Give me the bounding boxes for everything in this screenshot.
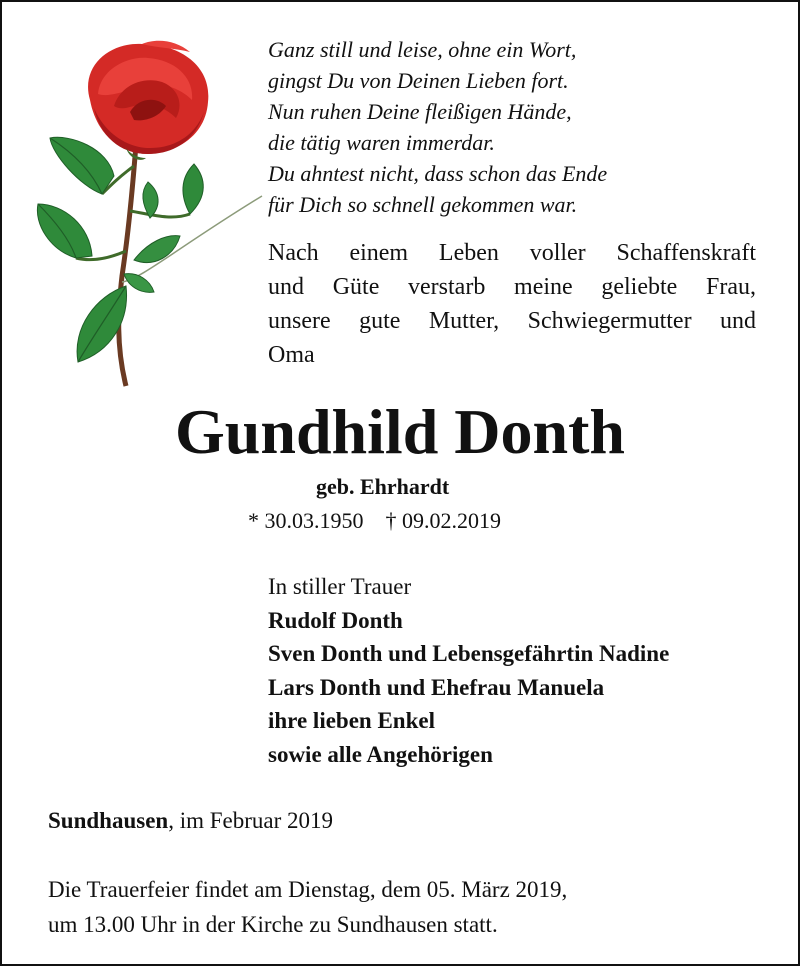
red-rose-icon — [30, 36, 270, 388]
poem-line: Nun ruhen Deine fleißigen Hände, — [268, 99, 572, 124]
intro-line: und Güte verstarb meine geliebte Frau, — [268, 274, 756, 300]
death-date: † 09.02.2019 — [385, 508, 501, 533]
poem-line: für Dich so schnell gekommen war. — [268, 192, 578, 217]
intro-text — [268, 236, 756, 372]
birth-date: * 30.03.1950 — [248, 508, 364, 533]
place-date: , im Februar 2019 — [168, 808, 334, 833]
deceased-name: Gundhild Donth — [174, 396, 626, 467]
life-dates — [248, 505, 501, 537]
mourners-heading: In stiller Trauer — [268, 574, 412, 599]
mourner-name: Sven Donth und Lebensgefährtin Nadine — [268, 641, 670, 666]
funeral-service-info — [48, 872, 567, 942]
poem-line: Du ahntest nicht, dass schon das Ende — [268, 161, 608, 186]
service-line: um 13.00 Uhr in der Kirche zu Sundhausen statt. — [48, 912, 498, 937]
place-and-date — [48, 805, 333, 837]
poem-verse — [268, 34, 768, 220]
place-town: Sundhausen — [48, 808, 169, 833]
mourner-name: sowie alle Angehörigen — [268, 741, 493, 767]
intro-line: Nach einem Leben voller Schaffenskraft — [268, 240, 756, 266]
poem-line: die tätig waren immerdar. — [268, 130, 495, 155]
maiden-name: geb. Ehrhardt — [316, 474, 450, 499]
mourners-list — [268, 570, 788, 771]
mourner-name: ihre lieben Enkel — [268, 708, 435, 733]
service-line: Die Trauerfeier findet am Dienstag, dem 05. März 2019, — [48, 877, 568, 902]
poem-line: gingst Du von Deinen Lieben fort. — [268, 68, 569, 93]
mourner-name: Rudolf Donth — [268, 607, 403, 633]
mourner-name: Lars Donth und Ehefrau Manuela — [268, 674, 605, 700]
poem-line: Ganz still und leise, ohne ein Wort, — [268, 37, 577, 62]
intro-line: Oma — [268, 342, 315, 368]
intro-line: unsere gute Mutter, Schwiegermutter und — [268, 308, 756, 334]
